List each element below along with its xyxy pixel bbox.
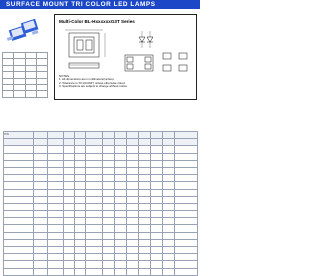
table-cell xyxy=(4,146,34,153)
table-header-cell: P/N xyxy=(4,132,34,139)
spec-cell xyxy=(14,91,25,97)
table-cell xyxy=(4,189,34,196)
table-cell xyxy=(34,232,48,239)
table-cell xyxy=(151,268,163,275)
table-cell xyxy=(115,182,127,189)
table-row xyxy=(4,146,198,153)
table-cell xyxy=(163,232,175,239)
table-cell xyxy=(4,268,34,275)
table-cell xyxy=(64,153,75,160)
spec-row xyxy=(3,91,48,97)
table-cell xyxy=(103,196,115,203)
table-cell xyxy=(64,268,75,275)
table-cell xyxy=(34,261,48,268)
table-cell xyxy=(175,232,198,239)
table-header-cell xyxy=(103,139,115,146)
table-cell xyxy=(163,261,175,268)
table-cell xyxy=(163,160,175,167)
drawing-panel xyxy=(54,14,197,100)
table-cell xyxy=(103,167,115,174)
table-cell xyxy=(4,225,34,232)
table-cell xyxy=(175,203,198,210)
table-row xyxy=(4,160,198,167)
table-cell xyxy=(75,203,86,210)
table-cell xyxy=(151,160,163,167)
table-cell xyxy=(34,153,48,160)
table-cell xyxy=(103,239,115,246)
table-cell xyxy=(139,196,151,203)
table-cell xyxy=(48,196,64,203)
table-cell xyxy=(115,247,127,254)
table-cell xyxy=(4,167,34,174)
table-cell xyxy=(127,232,139,239)
table-cell xyxy=(34,211,48,218)
note-line: 2. Tolerance is ±0.1(0.004") unless otherwise noted. xyxy=(59,81,126,85)
table-cell xyxy=(75,247,86,254)
table-cell xyxy=(151,218,163,225)
table-header-cell xyxy=(4,139,34,146)
table-cell xyxy=(151,146,163,153)
table-header-cell xyxy=(139,139,151,146)
table-cell xyxy=(75,160,86,167)
table-cell xyxy=(4,175,34,182)
table-cell xyxy=(75,239,86,246)
table-cell xyxy=(115,146,127,153)
table-header-cell xyxy=(115,139,127,146)
table-cell xyxy=(86,146,103,153)
table-cell xyxy=(115,160,127,167)
table-row xyxy=(4,182,198,189)
table-cell xyxy=(175,225,198,232)
table-cell xyxy=(151,203,163,210)
table-cell xyxy=(86,189,103,196)
table-cell xyxy=(64,203,75,210)
table-cell xyxy=(75,196,86,203)
bottom-view-drawing xyxy=(125,55,153,71)
table-cell xyxy=(64,167,75,174)
table-cell xyxy=(64,261,75,268)
table-cell xyxy=(75,261,86,268)
table-cell xyxy=(34,203,48,210)
table-cell xyxy=(139,225,151,232)
table-cell xyxy=(115,211,127,218)
table-cell xyxy=(86,211,103,218)
table-cell xyxy=(115,167,127,174)
table-cell xyxy=(48,175,64,182)
page-subtitle xyxy=(72,9,106,13)
table-cell xyxy=(163,167,175,174)
table-cell xyxy=(115,196,127,203)
table-cell xyxy=(48,167,64,174)
table-cell xyxy=(86,160,103,167)
table-cell xyxy=(127,247,139,254)
table-cell xyxy=(151,182,163,189)
table-cell xyxy=(151,261,163,268)
table-cell xyxy=(4,232,34,239)
table-cell xyxy=(175,189,198,196)
table-cell xyxy=(48,239,64,246)
table-cell xyxy=(139,153,151,160)
table-cell xyxy=(86,225,103,232)
table-cell xyxy=(4,203,34,210)
table-cell xyxy=(127,268,139,275)
table-cell xyxy=(151,239,163,246)
table-cell xyxy=(175,261,198,268)
table-cell xyxy=(75,175,86,182)
note-line: 1. All dimensions are in millimeters(inches). xyxy=(59,78,115,82)
table-cell xyxy=(64,225,75,232)
table-cell xyxy=(75,153,86,160)
table-cell xyxy=(64,146,75,153)
table-cell xyxy=(75,182,86,189)
table-cell xyxy=(163,268,175,275)
table-cell xyxy=(34,218,48,225)
table-cell xyxy=(4,239,34,246)
table-cell xyxy=(103,268,115,275)
table-header-cell xyxy=(163,132,175,139)
table-header-cell xyxy=(34,132,48,139)
table-row xyxy=(4,167,198,174)
table-cell xyxy=(163,146,175,153)
table-cell xyxy=(48,211,64,218)
spec-table xyxy=(2,52,48,98)
table-cell xyxy=(75,225,86,232)
table-cell xyxy=(48,232,64,239)
table-cell xyxy=(151,232,163,239)
table-cell xyxy=(175,218,198,225)
table-cell xyxy=(86,239,103,246)
table-cell xyxy=(34,160,48,167)
table-cell xyxy=(34,247,48,254)
table-cell xyxy=(86,175,103,182)
table-cell xyxy=(34,175,48,182)
table-cell xyxy=(127,261,139,268)
table-cell xyxy=(127,239,139,246)
table-cell xyxy=(64,247,75,254)
title-banner xyxy=(0,0,200,9)
table-cell xyxy=(64,211,75,218)
table-cell xyxy=(103,247,115,254)
note-line: NOTES: xyxy=(59,75,70,78)
table-cell xyxy=(115,203,127,210)
table-cell xyxy=(115,268,127,275)
table-cell xyxy=(86,261,103,268)
table-cell xyxy=(175,146,198,153)
top-view-drawing xyxy=(65,30,105,57)
table-header-row xyxy=(4,132,198,139)
table-header-cell xyxy=(103,132,115,139)
table-cell xyxy=(4,196,34,203)
table-row xyxy=(4,175,198,182)
table-cell xyxy=(103,225,115,232)
table-cell xyxy=(34,146,48,153)
table-cell xyxy=(75,268,86,275)
table-cell xyxy=(4,261,34,268)
table-cell xyxy=(151,225,163,232)
table-cell xyxy=(163,247,175,254)
table-cell xyxy=(103,146,115,153)
table-cell xyxy=(86,268,103,275)
table-cell xyxy=(163,196,175,203)
table-cell xyxy=(64,239,75,246)
table-cell xyxy=(75,146,86,153)
table-cell xyxy=(175,239,198,246)
table-cell xyxy=(115,232,127,239)
table-cell xyxy=(175,268,198,275)
table-cell xyxy=(115,261,127,268)
table-cell xyxy=(139,160,151,167)
table-cell xyxy=(163,225,175,232)
table-cell xyxy=(127,146,139,153)
table-cell xyxy=(175,175,198,182)
table-row xyxy=(4,203,198,210)
table-header-cell xyxy=(86,139,103,146)
table-cell xyxy=(34,167,48,174)
table-header-cell xyxy=(86,132,103,139)
table-cell xyxy=(151,196,163,203)
table-cell xyxy=(103,211,115,218)
table-cell xyxy=(139,218,151,225)
table-cell xyxy=(127,211,139,218)
table-cell xyxy=(139,203,151,210)
table-cell xyxy=(64,160,75,167)
table-header-cell xyxy=(75,139,86,146)
table-cell xyxy=(139,175,151,182)
table-header-cell xyxy=(139,132,151,139)
table-cell xyxy=(139,146,151,153)
table-row xyxy=(4,268,198,275)
table-cell xyxy=(48,189,64,196)
table-cell xyxy=(151,153,163,160)
table-cell xyxy=(64,189,75,196)
table-cell xyxy=(103,153,115,160)
table-cell xyxy=(139,167,151,174)
table-cell xyxy=(48,203,64,210)
table-cell xyxy=(175,196,198,203)
circuit-diagram xyxy=(139,31,153,48)
table-cell xyxy=(127,218,139,225)
table-cell xyxy=(103,189,115,196)
spec-cell xyxy=(36,91,47,97)
table-cell xyxy=(175,153,198,160)
table-header-cell xyxy=(175,139,198,146)
table-cell xyxy=(139,189,151,196)
table-cell xyxy=(175,160,198,167)
electro-optical-table xyxy=(3,131,198,276)
table-cell xyxy=(86,167,103,174)
table-cell xyxy=(64,232,75,239)
table-cell xyxy=(4,160,34,167)
table-header-cell xyxy=(175,132,198,139)
notes-block xyxy=(59,75,194,97)
table-header-cell xyxy=(151,132,163,139)
table-header-cell xyxy=(127,139,139,146)
table-cell xyxy=(127,160,139,167)
table-cell xyxy=(48,182,64,189)
table-cell xyxy=(175,182,198,189)
table-cell xyxy=(34,268,48,275)
table-cell xyxy=(64,218,75,225)
pad-layout-drawing xyxy=(163,53,187,71)
note-line: 3. Specifications are subject to change without notice. xyxy=(59,85,128,89)
table-header-cell xyxy=(75,132,86,139)
table-cell xyxy=(34,196,48,203)
table-cell xyxy=(163,175,175,182)
table-cell xyxy=(151,189,163,196)
table-cell xyxy=(163,211,175,218)
table-cell xyxy=(75,189,86,196)
table-cell xyxy=(86,203,103,210)
table-row xyxy=(4,239,198,246)
table-cell xyxy=(127,175,139,182)
table-row xyxy=(4,247,198,254)
table-cell xyxy=(34,239,48,246)
table-cell xyxy=(103,232,115,239)
table-cell xyxy=(127,203,139,210)
table-cell xyxy=(48,247,64,254)
table-row xyxy=(4,225,198,232)
table-cell xyxy=(75,211,86,218)
table-row xyxy=(4,196,198,203)
table-cell xyxy=(34,189,48,196)
table-cell xyxy=(75,232,86,239)
spec-cell xyxy=(25,91,36,97)
table-cell xyxy=(34,225,48,232)
table-cell xyxy=(163,239,175,246)
table-cell xyxy=(86,232,103,239)
table-cell xyxy=(48,268,64,275)
table-cell xyxy=(103,218,115,225)
table-cell xyxy=(163,189,175,196)
table-cell xyxy=(163,182,175,189)
table-cell xyxy=(4,153,34,160)
table-cell xyxy=(115,225,127,232)
table-cell xyxy=(115,189,127,196)
spec-cell xyxy=(3,91,14,97)
table-cell xyxy=(48,225,64,232)
table-cell xyxy=(127,182,139,189)
table-cell xyxy=(103,261,115,268)
table-cell xyxy=(139,211,151,218)
table-cell xyxy=(4,211,34,218)
table-header-cell xyxy=(127,132,139,139)
table-cell xyxy=(115,239,127,246)
table-cell xyxy=(151,211,163,218)
table-header-cell xyxy=(48,139,64,146)
table-cell xyxy=(175,211,198,218)
table-cell xyxy=(48,261,64,268)
table-cell xyxy=(175,247,198,254)
table-header-cell xyxy=(163,139,175,146)
table-cell xyxy=(64,196,75,203)
page-title: SURFACE MOUNT TRI COLOR LED LAMPS xyxy=(6,1,156,8)
table-cell xyxy=(34,182,48,189)
table-cell xyxy=(127,167,139,174)
table-header-cell xyxy=(115,132,127,139)
table-cell xyxy=(115,153,127,160)
table-cell xyxy=(4,247,34,254)
table-cell xyxy=(139,182,151,189)
table-cell xyxy=(64,182,75,189)
table-cell xyxy=(139,247,151,254)
table-cell xyxy=(103,203,115,210)
table-cell xyxy=(4,182,34,189)
side-view-drawing xyxy=(69,63,99,68)
series-title: Multi-Color BL-HxxxxxxG3T Series xyxy=(59,19,135,24)
table-cell xyxy=(175,167,198,174)
table-cell xyxy=(163,153,175,160)
table-row xyxy=(4,211,198,218)
table-header-cell xyxy=(48,132,64,139)
table-cell xyxy=(151,247,163,254)
table-cell xyxy=(127,225,139,232)
product-photo xyxy=(2,12,46,52)
table-cell xyxy=(151,167,163,174)
table-row xyxy=(4,189,198,196)
table-cell xyxy=(86,247,103,254)
table-cell xyxy=(86,153,103,160)
table-cell xyxy=(163,203,175,210)
table-cell xyxy=(127,189,139,196)
table-header-cell xyxy=(151,139,163,146)
table-cell xyxy=(48,153,64,160)
table-cell xyxy=(139,261,151,268)
table-cell xyxy=(48,218,64,225)
table-cell xyxy=(115,218,127,225)
table-cell xyxy=(75,167,86,174)
table-header-cell xyxy=(34,139,48,146)
table-row xyxy=(4,218,198,225)
table-row xyxy=(4,261,198,268)
table-cell xyxy=(103,182,115,189)
table-cell xyxy=(48,146,64,153)
table-cell xyxy=(127,196,139,203)
table-cell xyxy=(86,196,103,203)
table-cell xyxy=(48,160,64,167)
table-cell xyxy=(4,218,34,225)
table-cell xyxy=(86,182,103,189)
table-cell xyxy=(139,232,151,239)
table-cell xyxy=(115,175,127,182)
table-row xyxy=(4,232,198,239)
table-cell xyxy=(127,153,139,160)
table-cell xyxy=(139,239,151,246)
table-cell xyxy=(64,175,75,182)
table-cell xyxy=(75,218,86,225)
table-cell xyxy=(86,218,103,225)
table-header-cell xyxy=(64,139,75,146)
table-cell xyxy=(139,268,151,275)
table-header-cell xyxy=(64,132,75,139)
table-cell xyxy=(103,160,115,167)
table-row xyxy=(4,153,198,160)
table-cell xyxy=(103,175,115,182)
table-header-row xyxy=(4,139,198,146)
table-cell xyxy=(163,218,175,225)
table-cell xyxy=(151,175,163,182)
